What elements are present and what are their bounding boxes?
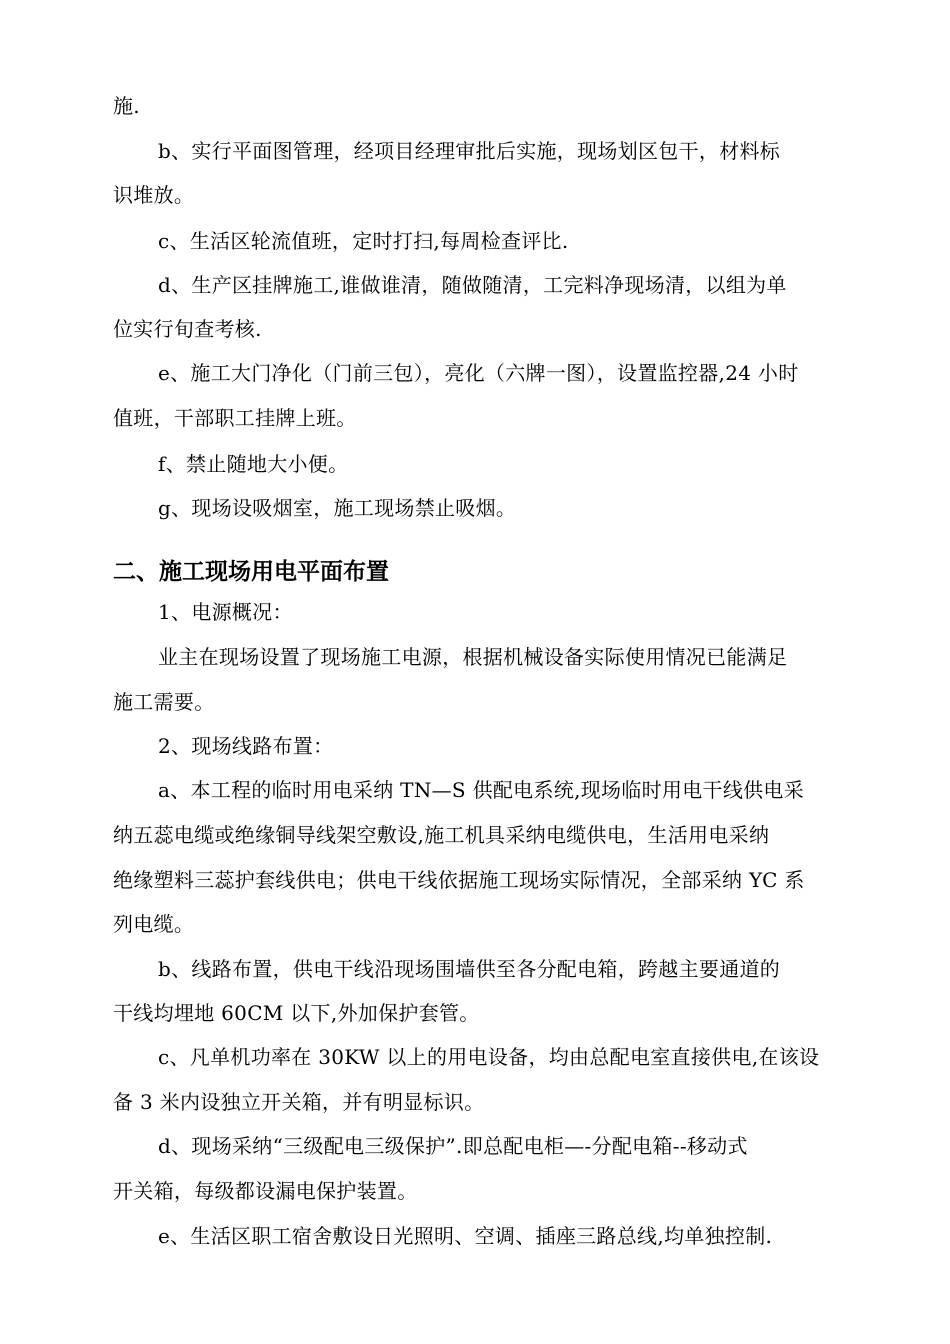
section-heading: 二、施工现场用电平面布置 [113,559,389,585]
paragraph-line: 业主在现场设置了现场施工电源，根据机械设备实际使用情况已能满足 [158,645,788,669]
paragraph-line: 备 3 米内设独立开关箱，并有明显标识。 [113,1090,485,1114]
paragraph-line: 值班，干部职工挂牌上班。 [113,406,357,430]
paragraph-line: g、现场设吸烟室，施工现场禁止吸烟。 [158,496,517,520]
paragraph-line: 开关箱，每级都设漏电保护装置。 [113,1179,418,1203]
paragraph-line: c、凡单机功率在 30KW 以上的用电设备，均由总配电室直接供电,在该设 [158,1045,820,1069]
paragraph-line: d、生产区挂牌施工,谁做谁清，随做随清，工完料净现场清，以组为单 [158,273,787,297]
paragraph-line: 列电缆。 [113,912,195,936]
paragraph-line: 纳五蕊电缆或绝缘铜导线架空敷设,施工机具采纳电缆供电，生活用电采纳 [113,823,770,847]
paragraph-line: 施. [113,94,140,118]
paragraph-line: 1、电源概况： [158,600,293,624]
paragraph-line: d、现场采纳“三级配电三级保护”.即总配电柜—-分配电箱--移动式 [158,1134,748,1158]
paragraph-line: e、生活区职工宿舍敷设日光照明、空调、插座三路总线,均单独控制. [158,1224,773,1248]
paragraph-line: f、禁止随地大小便。 [158,452,349,476]
paragraph-line: 绝缘塑料三蕊护套线供电；供电干线依据施工现场实际情况，全部采纳 YC 系 [113,868,805,892]
paragraph-line: 2、现场线路布置： [158,734,334,758]
paragraph-line: 施工需要。 [113,690,215,714]
paragraph-line: b、线路布置，供电干线沿现场围墙供至各分配电箱，跨越主要通道的 [158,957,781,981]
paragraph-line: b、实行平面图管理，经项目经理审批后实施，现场划区包干，材料标 [158,139,781,163]
paragraph-line: 位实行旬查考核. [113,317,262,341]
paragraph-line: e、施工大门净化（门前三包），亮化（六牌一图），设置监控器,24 小时 [158,361,799,385]
paragraph-line: 识堆放。 [113,183,195,207]
paragraph-line: c、生活区轮流值班，定时打扫,每周检查评比. [158,229,569,253]
paragraph-line: 干线均埋地 60CM 以下,外加保护套管。 [113,1001,480,1025]
paragraph-line: a、本工程的临时用电采纳 TN—S 供配电系统,现场临时用电干线供电采 [158,778,805,802]
